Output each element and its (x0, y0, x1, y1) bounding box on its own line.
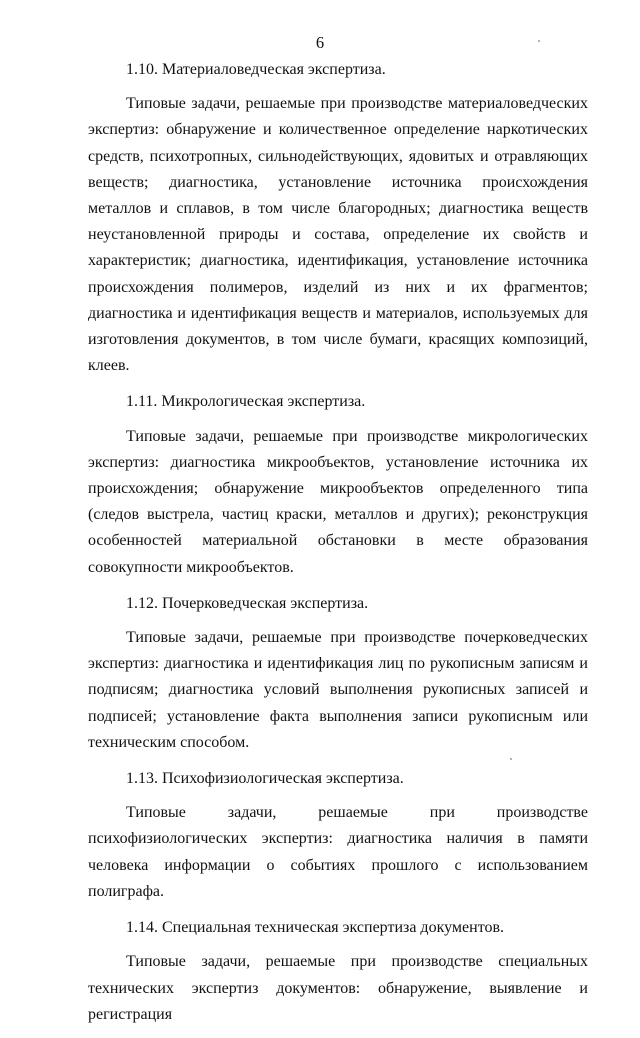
section-heading-1-13: 1.13. Психофизиологическая экспертиза. (126, 770, 404, 788)
page-number: 6 (315, 33, 325, 52)
scan-speck (538, 40, 540, 42)
section-body-1-11: Типовые задачи, решаемые при производстве микрологических экспертиз: диагностика микрообъектов, установление источника их происхождения; обнаружение микрообъектов определенного типа (следов выстрела, частиц краски, металлов и других); реконструкция особенностей материальной обстановки в месте образования совокупности микрообъектов. (88, 427, 588, 576)
section-body-1-14: Типовые задачи, решаемые при производстве специальных технических экспертиз документов: обнаружение, выявление и регистрация (88, 953, 588, 1023)
section-heading-1-14: 1.14. Специальная техническая экспертиза документов. (126, 919, 505, 937)
section-heading-1-11: 1.11. Микрологическая экспертиза. (126, 393, 366, 411)
scan-speck (510, 758, 512, 760)
document-body (88, 57, 588, 1038)
section-body-1-10: Типовые задачи, решаемые при производстве материаловедческих экспертиз: обнаружение и количественное определение наркотических средств, психотропных, сильнодействующих, ядовитых и отравляющих веществ; диагностика, установление источника происхождения металлов и сплавов, в том числе благородных; диагностика веществ неустановленной природы и состава, определение их свойств и характеристик; диагностика, идентификация, установление источника происхождения полимеров, изделий из них и их фрагментов; диагностика и идентификация веществ и материалов, используемых для изготовления документов, в том числе бумаги, красящих композиций, клеев. (88, 95, 588, 375)
section-body-1-13: Типовые задачи, решаемые при производстве психофизиологических экспертиз: диагностика наличия в памяти человека информации о событиях прошлого с использованием полиграфа. (88, 804, 588, 900)
section-body-1-12: Типовые задачи, решаемые при производстве почерковедческих экспертиз: диагностика и идентификация лиц по рукописным записям и подписям; диагностика условий выполнения рукописных записей и подписей; установление факта выполнения записи рукописным или техническим способом. (88, 629, 588, 751)
section-heading-1-10: 1.10. Материаловедческая экспертиза. (126, 61, 386, 78)
section-heading-1-12: 1.12. Почерковедческая экспертиза. (126, 594, 369, 612)
